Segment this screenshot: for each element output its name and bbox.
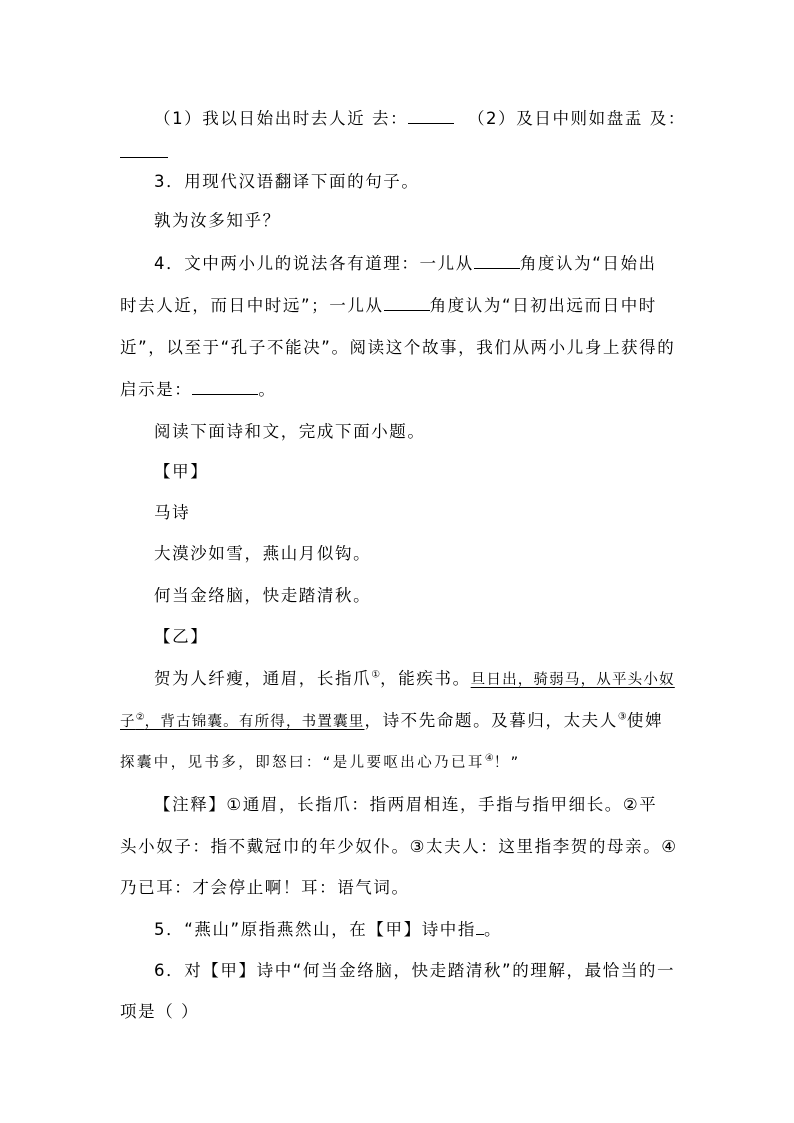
question-6-line-2: 项是（ ） [120, 1002, 200, 1021]
footnote-marker: ④ [484, 753, 494, 765]
section-yi-label: 【乙】 [154, 627, 209, 646]
underlined-sentence: 旦日出，骑弱马，从平头小奴 [470, 672, 675, 688]
sub-item-1: （1）我以日始出时去人近 去： [154, 109, 409, 128]
question-4-line-1: 4．文中两小儿的说法各有道理：一儿从 角度认为“日始出 [154, 254, 657, 273]
question-3-sentence: 孰为汝多知乎？ [154, 211, 281, 230]
notes-line-3: 乃已耳：才会停止啊！耳：语气词。 [120, 878, 410, 897]
question-4-line-4: 启示是： 。 [120, 380, 277, 399]
answer-blank [408, 107, 454, 124]
question-5: 5．“燕山”原指燕然山，在【甲】诗中指 。 [154, 920, 503, 939]
question-4-line-2: 时去人近，而日中时远”；一儿从 角度认为“日初出远而日中时 [120, 296, 657, 315]
answer-blank [474, 252, 520, 269]
poem-line-2: 何当金络脑，快走踏清秋。 [154, 586, 372, 605]
passage-line-1: 贺为人纤瘦，通眉，长指爪①，能疾书。旦日出，骑弱马，从平头小奴 [154, 669, 675, 688]
passage-line-2: 子②，背古锦囊。有所得，书置囊里，诗不先命题。及暮归，太夫人③使婢 [120, 711, 664, 730]
underlined-sentence: 子②，背古锦囊。有所得，书置囊里 [120, 712, 365, 730]
poem-line-1: 大漠沙如雪，燕山月似钩。 [154, 544, 372, 563]
answer-blank [120, 141, 168, 164]
sub-item-2: （2）及日中则如盘盂 及： [467, 109, 686, 128]
section-jia-label: 【甲】 [154, 462, 209, 481]
answer-blank [384, 294, 430, 311]
question-sub-items [154, 107, 686, 130]
question-6-line-1: 6．对【甲】诗中“何当金络脑，快走踏清秋”的理解，最恰当的一 [154, 961, 676, 980]
question-4-line-3: 近”，以至于“孔子不能决”。阅读这个故事，我们从两小儿身上获得的 [120, 338, 676, 357]
notes-line-2: 头小奴子：指不戴冠巾的年少奴仆。③太夫人：这里指李贺的母亲。④ [120, 837, 678, 856]
question-3-title: 3．用现代汉语翻译下面的句子。 [154, 172, 420, 191]
passage-line-3: 探囊中，见书多，即怒曰：“是儿要呕出心乃已耳④！” [120, 753, 521, 771]
footnote-marker: ③ [617, 711, 627, 723]
reading-intro: 阅读下面诗和文，完成下面小题。 [154, 422, 426, 441]
footnote-marker: ① [371, 669, 381, 681]
answer-blank [192, 378, 258, 395]
answer-blank [476, 918, 484, 935]
notes-line-1: 【注释】①通眉，长指爪：指两眉相连，手指与指甲细长。②平 [154, 795, 658, 814]
poem-title: 马诗 [154, 503, 191, 522]
